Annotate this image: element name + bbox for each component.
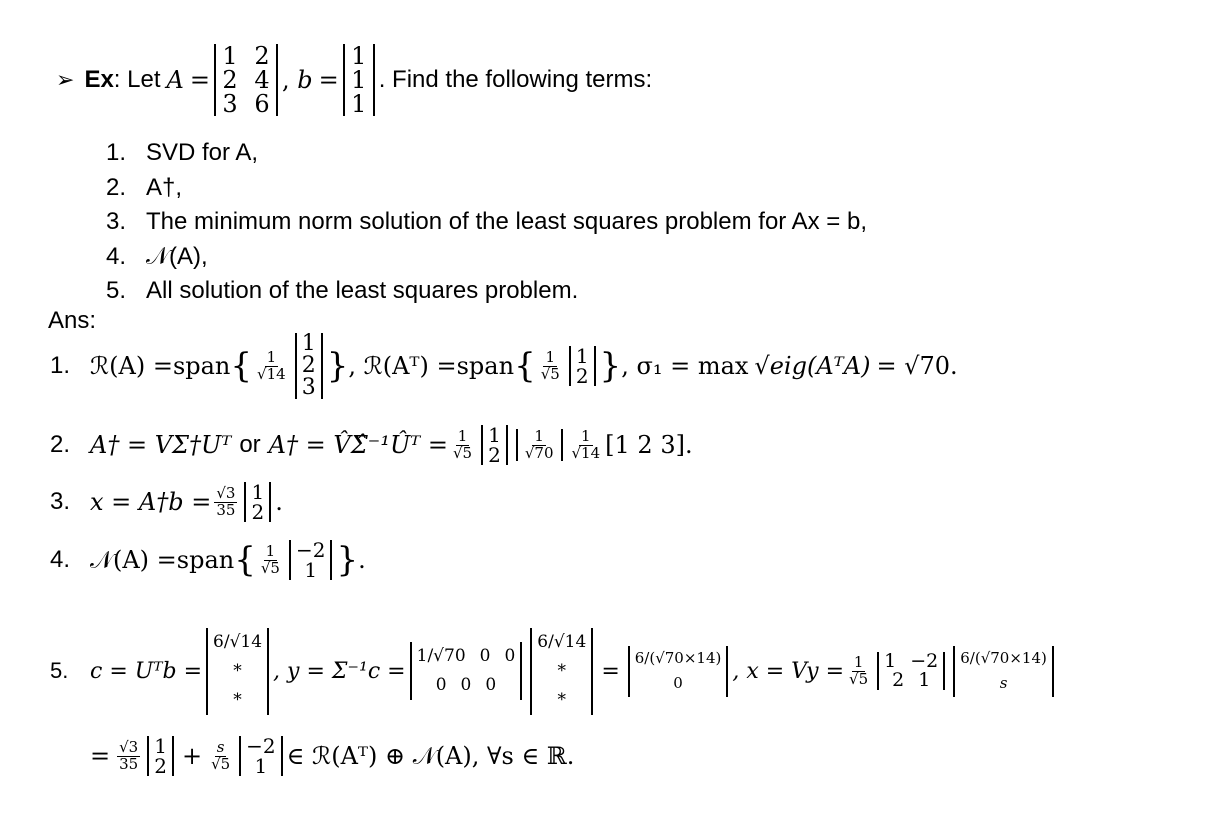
- vector-b-name: b: [297, 66, 313, 94]
- answer-number: 4.: [50, 546, 71, 573]
- let-text: : Let: [113, 66, 161, 93]
- question-text: SVD for A,: [146, 139, 259, 166]
- find-text: . Find the following terms:: [378, 66, 653, 93]
- y-definition: , y = Σ⁻¹c =: [273, 658, 406, 684]
- matrix-cell: 2: [254, 42, 270, 70]
- vector: 1 2 3: [295, 333, 323, 399]
- example-line: ➢ Ex : Let A = 1 2 2 4 3 6 , b = 1 1 1 . Find the following terms:: [56, 42, 653, 118]
- answer-4: 4. 𝒩(A) =span { $\frac{1}{√5}$ −2 1 } .: [50, 538, 366, 582]
- list-item: [106, 205, 867, 240]
- question-text: A†,: [146, 173, 183, 201]
- equals-sign: =: [318, 66, 339, 94]
- fraction: $\frac{1}{√5}$: [540, 347, 560, 383]
- matrix-A-name: A: [166, 66, 184, 94]
- matrix-cell: 4: [254, 66, 270, 94]
- vector: 1 2: [244, 482, 271, 522]
- period: .: [275, 488, 283, 516]
- vector-b: [343, 44, 375, 116]
- ans-label: Ans:: [48, 307, 97, 334]
- vector: 6/(√70×14) 0: [628, 646, 729, 697]
- answer-number: 2.: [50, 431, 71, 458]
- matrix-cell: 1: [351, 42, 367, 70]
- answer-number: 1.: [50, 352, 71, 379]
- row-vector: [1 2 3].: [605, 431, 693, 459]
- fraction: $\frac{1}{√5}$: [453, 426, 473, 462]
- matrix-A: [214, 44, 278, 116]
- vector: 6/√14 * *: [530, 628, 593, 715]
- matrix-cell: 1: [351, 66, 367, 94]
- vector: 1 2: [147, 736, 174, 776]
- x-definition: , x = Vy =: [732, 658, 845, 684]
- question-number: 1.: [106, 139, 127, 166]
- question-number: 2.: [106, 173, 127, 201]
- answer-number: 5.: [50, 658, 69, 684]
- answer-5: [50, 628, 1058, 715]
- fraction: $\frac{1}{√5}$: [849, 653, 869, 688]
- fraction: $\frac{√3}{35}$: [216, 483, 236, 519]
- fraction: $\frac{1}{√14}$: [571, 426, 601, 462]
- range-A-label: ℛ(A) =span: [90, 352, 231, 380]
- c-definition: c = Uᵀb =: [90, 658, 203, 684]
- list-item: [106, 274, 867, 309]
- answer-2: [50, 425, 693, 465]
- question-list: [106, 136, 867, 309]
- matrix-cell: 1: [222, 42, 238, 70]
- list-item: [106, 136, 867, 171]
- matrix-cell: 6: [254, 90, 270, 118]
- equals-sign: =: [601, 658, 620, 684]
- vector: 6/√14 * *: [206, 628, 269, 715]
- fraction: $\frac{1}{√5}$: [260, 541, 280, 577]
- eig-expression: √eig(AᵀA): [754, 352, 871, 380]
- range-AT-label: , ℛ(Aᵀ) =span: [348, 352, 515, 380]
- pinv-def-2: A† = V̂Σ̂⁻¹Ûᵀ =: [268, 431, 448, 459]
- vector: −2 1: [239, 736, 282, 776]
- equals-sign: =: [189, 66, 210, 94]
- fraction: $\frac{√3}{35}$: [119, 737, 139, 773]
- plus-sign: +: [181, 742, 203, 770]
- V-matrix: 1 −2 2 1: [877, 652, 945, 690]
- question-number: 4.: [106, 242, 127, 270]
- answer-3: [50, 482, 283, 522]
- equals-sign: =: [90, 742, 111, 770]
- answer-5-line-2: [90, 736, 574, 776]
- vector: 1 2: [481, 425, 508, 465]
- fraction: $\frac{s}{√5}$: [211, 737, 231, 773]
- vector: 1 2: [569, 346, 596, 386]
- bullet-arrow-icon: ➢: [56, 67, 75, 92]
- question-number: 5.: [106, 277, 127, 304]
- sigma-result: = √70.: [876, 352, 958, 380]
- answer-1: 1. ℛ(A) =span { $\frac{1}{√14}$ 1 2 3 } , ℛ(Aᵀ) =span { $\frac{1}{√5}$ 1 2 } , σ₁ = max √eig(AᵀA) = √70.: [50, 331, 958, 400]
- matrix-cell: 3: [222, 90, 238, 118]
- min-norm-solution: x = A†b =: [90, 488, 212, 516]
- fraction: $\frac{1}{√14}$: [257, 347, 286, 383]
- vector: 6/(√70×14) s: [953, 646, 1054, 697]
- question-text: The minimum norm solution of the least squares problem for Ax = b,: [146, 208, 867, 235]
- null-space-label: 𝒩(A) =span: [90, 546, 235, 574]
- question-text: 𝒩(A),: [146, 242, 208, 270]
- direct-sum-statement: ∈ ℛ(Aᵀ) ⊕ 𝒩(A), ∀s ∈ ℝ.: [286, 742, 575, 770]
- question-text: All solution of the least squares problem.: [146, 277, 579, 304]
- vector: −2 1: [289, 540, 332, 580]
- list-item: [106, 171, 867, 206]
- pinv-def-1: A† = VΣ†Uᵀ: [90, 431, 232, 459]
- list-item: [106, 240, 867, 275]
- matrix-cell: 1: [351, 90, 367, 118]
- sigma-inverse-matrix: 1/√70 0 0 0 0 0: [410, 642, 523, 700]
- answer-number: 3.: [50, 488, 71, 515]
- ex-label: Ex: [84, 66, 114, 93]
- matrix-cell: 2: [222, 66, 238, 94]
- sigma-label: , σ₁ = max: [621, 352, 749, 380]
- question-number: 3.: [106, 208, 127, 235]
- vector: $\frac{1}{√70}$: [516, 429, 563, 462]
- or-text: or: [239, 431, 261, 458]
- period: .: [358, 546, 366, 574]
